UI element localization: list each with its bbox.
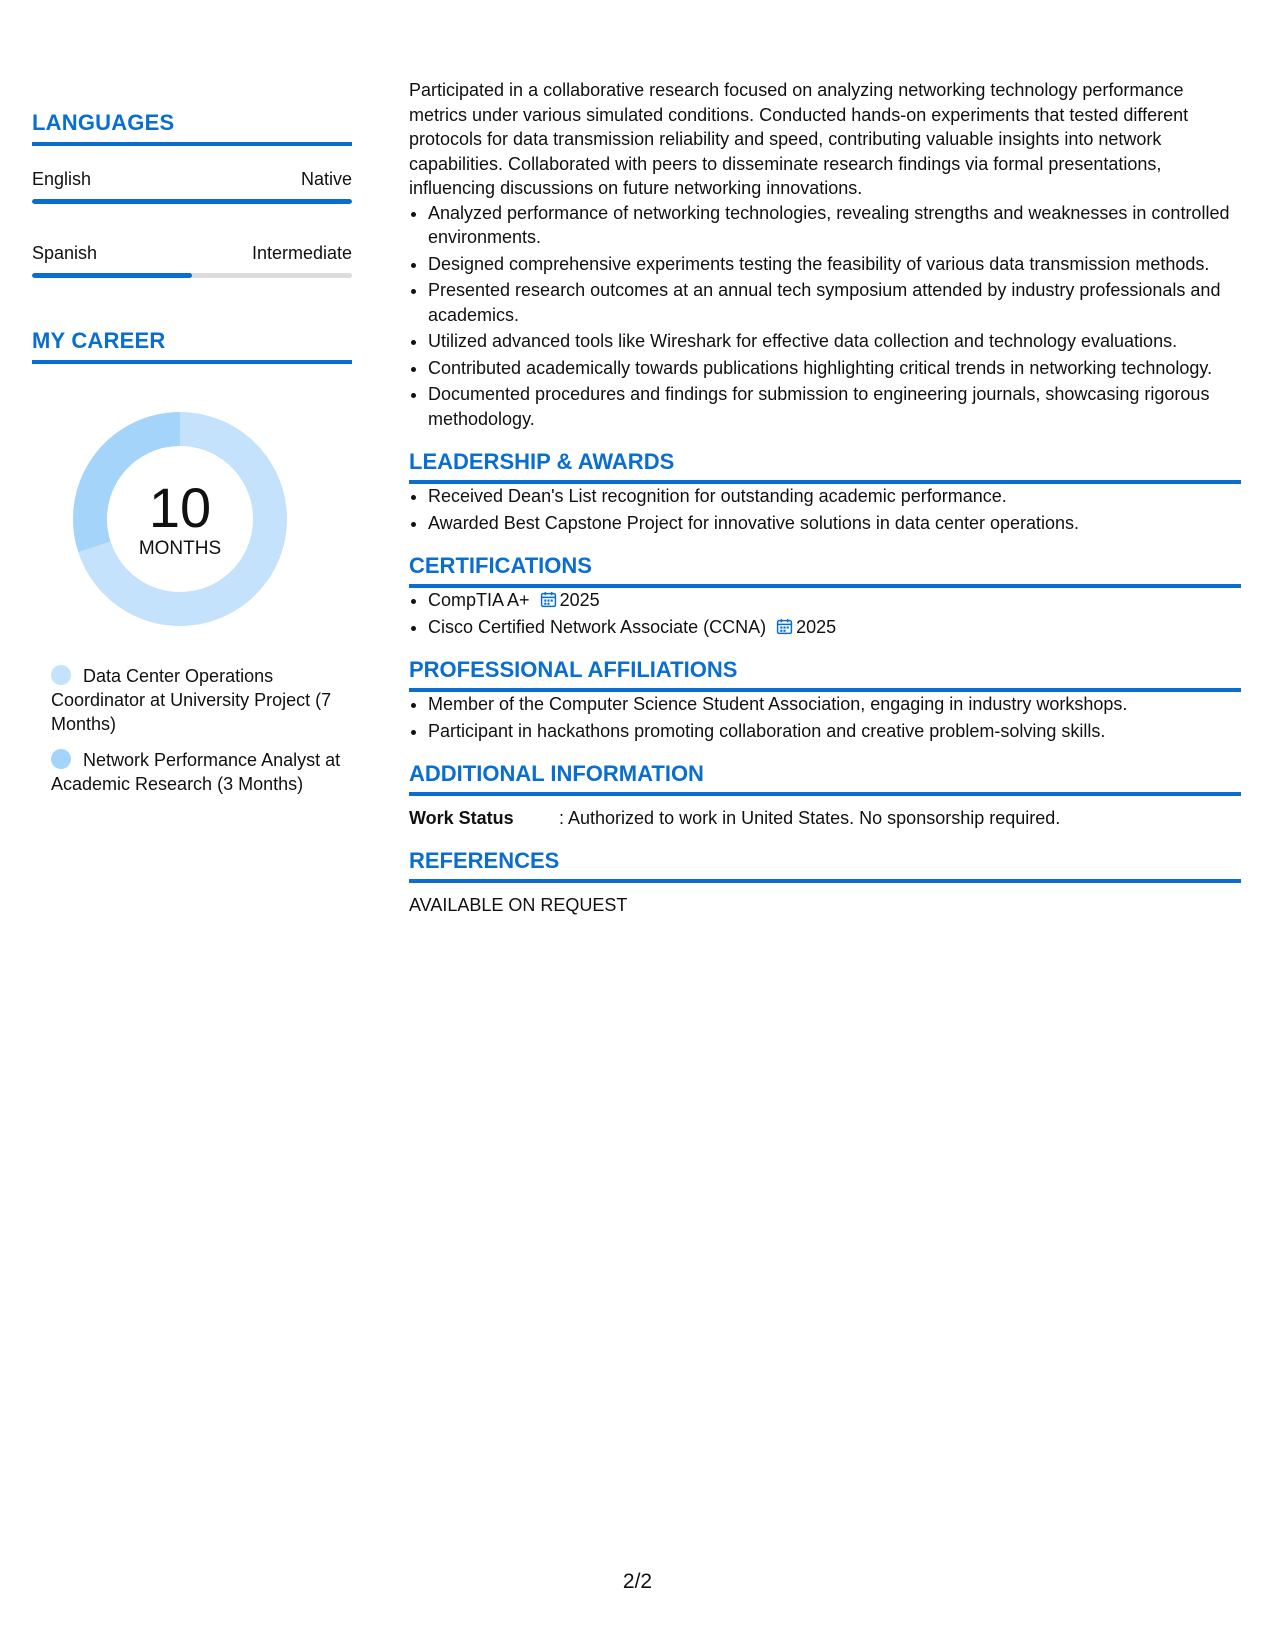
work-status-value: : Authorized to work in United States. No sponsorship required.	[559, 808, 1061, 828]
language-level: Intermediate	[251, 243, 352, 263]
career-role-label: Network Performance Analyst at Academic Research (3 Months)	[51, 750, 341, 794]
career-heading: MY CAREER	[32, 328, 352, 364]
affiliations-heading: PROFESSIONAL AFFILIATIONS	[409, 657, 1241, 692]
language-proficiency-fill	[32, 199, 352, 204]
languages-heading: LANGUAGES	[32, 110, 352, 146]
certification-item	[428, 615, 1241, 640]
language-proficiency-bar	[32, 273, 352, 278]
list-item: • Documented procedures and findings for submission to engineering journals, showcasing rigorous methodology.	[428, 382, 1241, 431]
career-donut-chart	[65, 404, 295, 634]
leadership-heading: LEADERSHIP & AWARDS	[409, 449, 1241, 484]
calendar-icon	[776, 618, 793, 635]
certification-year: 2025	[559, 590, 600, 610]
list-item: • Participant in hackathons promoting collaboration and creative problem-solving skills.	[428, 719, 1241, 744]
certification-name: CompTIA A+	[428, 590, 530, 610]
languages-list	[32, 168, 352, 278]
list-item: • Contributed academically towards publications highlighting critical trends in networking technology.	[428, 356, 1241, 381]
legend-dot-icon	[51, 749, 71, 769]
right-column	[409, 78, 1241, 917]
language-item	[32, 242, 352, 278]
certification-name: Cisco Certified Network Associate (CCNA)	[428, 616, 767, 637]
work-status-label: Work Status	[409, 808, 514, 828]
career-legend-item	[51, 664, 341, 736]
work-status-row	[409, 806, 1241, 830]
additional-info-heading: ADDITIONAL INFORMATION	[409, 761, 1241, 796]
list-item: • Designed comprehensive experiments testing the feasibility of various data transmission methods.	[428, 252, 1241, 277]
career-total-unit: MONTHS	[138, 538, 222, 559]
career-legend	[51, 664, 341, 796]
language-level: Native	[300, 169, 352, 189]
list-item: • Utilized advanced tools like Wireshark for effective data collection and technology evaluations.	[428, 329, 1241, 354]
language-name: Spanish	[32, 243, 98, 263]
career-total-value: 10	[148, 476, 212, 539]
leadership-list	[409, 484, 1241, 535]
career-section	[32, 328, 352, 796]
language-proficiency-fill	[32, 273, 192, 278]
research-bullets	[409, 201, 1241, 432]
list-item: • Awarded Best Capstone Project for innovative solutions in data center operations.	[428, 511, 1241, 536]
list-item: • Presented research outcomes at an annual tech symposium attended by industry professionals and academics.	[428, 278, 1241, 327]
left-column	[32, 110, 352, 808]
page-number: 2/2	[622, 1570, 653, 1593]
language-name: English	[32, 169, 92, 189]
legend-dot-icon	[51, 665, 71, 685]
list-item: • Received Dean's List recognition for outstanding academic performance.	[428, 484, 1241, 509]
language-proficiency-bar	[32, 199, 352, 204]
career-role-label: Data Center Operations Coordinator at University Project (7 Months)	[51, 666, 332, 734]
language-item	[32, 168, 352, 204]
references-heading: REFERENCES	[409, 848, 1241, 883]
calendar-icon	[540, 591, 557, 608]
references-text: AVAILABLE ON REQUEST	[409, 895, 628, 915]
affiliations-list	[409, 692, 1241, 743]
list-item: • Member of the Computer Science Student Association, engaging in industry workshops.	[428, 692, 1241, 717]
certifications-list	[409, 588, 1241, 639]
certifications-heading: CERTIFICATIONS	[409, 553, 1241, 588]
certification-year: 2025	[796, 616, 837, 637]
research-summary: Participated in a collaborative research focused on analyzing networking technology performance metrics under various simulated conditions. Conducted hands-on experiments that tested different protocols for data transmission reliability and speed, contributing valuable insights into network capabilities. Collaborated with peers to disseminate research findings via formal presentations, influencing discussions on future networking innovations.	[409, 80, 1189, 198]
list-item: • Analyzed performance of networking technologies, revealing strengths and weaknesses in controlled environments.	[428, 201, 1241, 250]
certification-item	[428, 588, 1241, 613]
career-legend-item	[51, 748, 341, 796]
